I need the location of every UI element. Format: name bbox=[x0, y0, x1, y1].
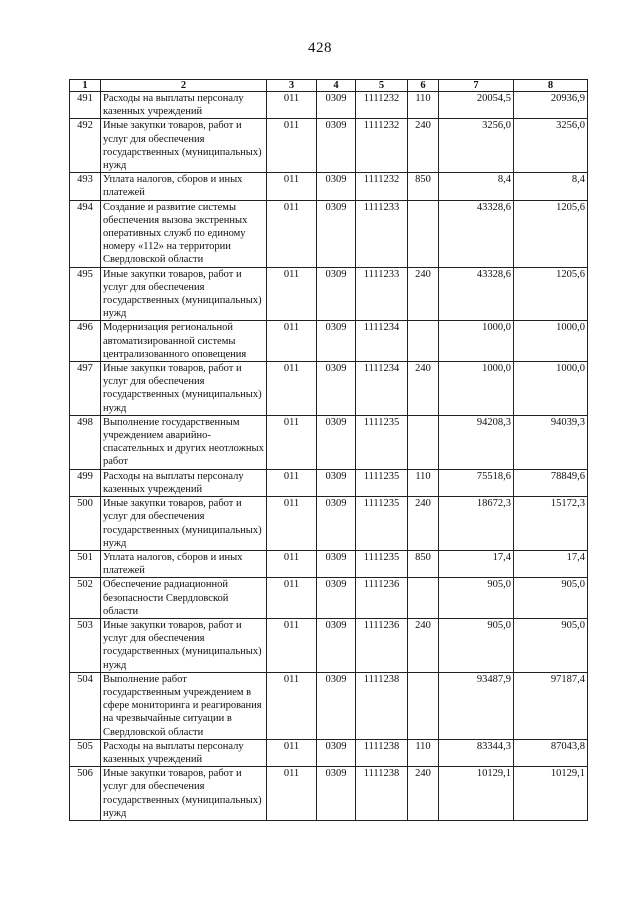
section-code: 0309 bbox=[317, 119, 356, 173]
section-code: 0309 bbox=[317, 550, 356, 577]
table-row bbox=[70, 672, 588, 739]
ministry-code: 011 bbox=[267, 267, 317, 321]
section-code: 0309 bbox=[317, 92, 356, 119]
expense-type-code: 850 bbox=[408, 550, 439, 577]
amount-col-7: 94208,3 bbox=[439, 415, 514, 469]
expense-name: Иные закупки товаров, работ и услуг для обеспечения государственных (муниципальных) нужд bbox=[101, 497, 267, 551]
amount-col-8: 94039,3 bbox=[514, 415, 588, 469]
expense-type-code: 240 bbox=[408, 119, 439, 173]
target-article-code: 1111235 bbox=[356, 415, 408, 469]
section-code: 0309 bbox=[317, 672, 356, 739]
target-article-code: 1111235 bbox=[356, 497, 408, 551]
ministry-code: 011 bbox=[267, 578, 317, 619]
table-row bbox=[70, 469, 588, 496]
header-col-1: 1 bbox=[70, 80, 101, 92]
target-article-code: 1111234 bbox=[356, 362, 408, 416]
row-number: 500 bbox=[70, 497, 101, 551]
amount-col-7: 93487,9 bbox=[439, 672, 514, 739]
expense-name: Расходы на выплаты персоналу казенных учреждений bbox=[101, 739, 267, 766]
expense-name: Выполнение государственным учреждением аварийно-спасательных и других неотложных работ bbox=[101, 415, 267, 469]
amount-col-8: 10129,1 bbox=[514, 767, 588, 821]
amount-col-8: 905,0 bbox=[514, 618, 588, 672]
amount-col-7: 20054,5 bbox=[439, 92, 514, 119]
expense-type-code: 110 bbox=[408, 739, 439, 766]
row-number: 504 bbox=[70, 672, 101, 739]
table-body bbox=[70, 92, 588, 821]
expense-type-code bbox=[408, 672, 439, 739]
amount-col-8: 20936,9 bbox=[514, 92, 588, 119]
amount-col-8: 3256,0 bbox=[514, 119, 588, 173]
expense-name: Обеспечение радиационной безопасности Свердловской области bbox=[101, 578, 267, 619]
ministry-code: 011 bbox=[267, 173, 317, 200]
expense-name: Иные закупки товаров, работ и услуг для обеспечения государственных (муниципальных) нужд bbox=[101, 362, 267, 416]
target-article-code: 1111236 bbox=[356, 618, 408, 672]
amount-col-7: 43328,6 bbox=[439, 267, 514, 321]
ministry-code: 011 bbox=[267, 497, 317, 551]
header-col-4: 4 bbox=[317, 80, 356, 92]
target-article-code: 1111238 bbox=[356, 672, 408, 739]
row-number: 505 bbox=[70, 739, 101, 766]
row-number: 498 bbox=[70, 415, 101, 469]
target-article-code: 1111232 bbox=[356, 119, 408, 173]
header-col-2: 2 bbox=[101, 80, 267, 92]
expense-type-code: 240 bbox=[408, 618, 439, 672]
amount-col-8: 905,0 bbox=[514, 578, 588, 619]
expense-name: Модернизация региональной автоматизированной системы централизованного оповещения bbox=[101, 321, 267, 362]
expense-type-code bbox=[408, 415, 439, 469]
section-code: 0309 bbox=[317, 497, 356, 551]
expense-type-code: 110 bbox=[408, 469, 439, 496]
amount-col-7: 10129,1 bbox=[439, 767, 514, 821]
ministry-code: 011 bbox=[267, 92, 317, 119]
table-row bbox=[70, 267, 588, 321]
expense-type-code: 240 bbox=[408, 767, 439, 821]
expense-name: Уплата налогов, сборов и иных платежей bbox=[101, 173, 267, 200]
amount-col-7: 905,0 bbox=[439, 618, 514, 672]
expense-type-code: 240 bbox=[408, 267, 439, 321]
table-row bbox=[70, 550, 588, 577]
amount-col-8: 1205,6 bbox=[514, 267, 588, 321]
row-number: 497 bbox=[70, 362, 101, 416]
header-col-7: 7 bbox=[439, 80, 514, 92]
amount-col-8: 97187,4 bbox=[514, 672, 588, 739]
ministry-code: 011 bbox=[267, 739, 317, 766]
expense-name: Выполнение работ государственным учреждением в сфере мониторинга и реагирования на чрезвычайные ситуации в Свердловской области bbox=[101, 672, 267, 739]
expense-name: Иные закупки товаров, работ и услуг для обеспечения государственных (муниципальных) нужд bbox=[101, 119, 267, 173]
row-number: 502 bbox=[70, 578, 101, 619]
expense-name: Уплата налогов, сборов и иных платежей bbox=[101, 550, 267, 577]
section-code: 0309 bbox=[317, 739, 356, 766]
section-code: 0309 bbox=[317, 267, 356, 321]
amount-col-7: 75518,6 bbox=[439, 469, 514, 496]
expense-type-code bbox=[408, 200, 439, 267]
expense-name: Создание и развитие системы обеспечения вызова экстренных оперативных служб по единому номеру «112» на территории Свердловской области bbox=[101, 200, 267, 267]
expense-name: Иные закупки товаров, работ и услуг для обеспечения государственных (муниципальных) нужд bbox=[101, 767, 267, 821]
expense-type-code: 110 bbox=[408, 92, 439, 119]
ministry-code: 011 bbox=[267, 200, 317, 267]
header-col-8: 8 bbox=[514, 80, 588, 92]
expense-name: Расходы на выплаты персоналу казенных учреждений bbox=[101, 92, 267, 119]
target-article-code: 1111235 bbox=[356, 469, 408, 496]
target-article-code: 1111235 bbox=[356, 550, 408, 577]
expense-type-code: 240 bbox=[408, 497, 439, 551]
ministry-code: 011 bbox=[267, 550, 317, 577]
target-article-code: 1111236 bbox=[356, 578, 408, 619]
row-number: 492 bbox=[70, 119, 101, 173]
expense-type-code bbox=[408, 578, 439, 619]
amount-col-8: 1205,6 bbox=[514, 200, 588, 267]
budget-table bbox=[69, 79, 588, 821]
row-number: 495 bbox=[70, 267, 101, 321]
ministry-code: 011 bbox=[267, 415, 317, 469]
target-article-code: 1111233 bbox=[356, 267, 408, 321]
header-col-5: 5 bbox=[356, 80, 408, 92]
ministry-code: 011 bbox=[267, 321, 317, 362]
row-number: 496 bbox=[70, 321, 101, 362]
section-code: 0309 bbox=[317, 200, 356, 267]
row-number: 493 bbox=[70, 173, 101, 200]
table-row bbox=[70, 739, 588, 766]
target-article-code: 1111232 bbox=[356, 92, 408, 119]
header-col-3: 3 bbox=[267, 80, 317, 92]
row-number: 506 bbox=[70, 767, 101, 821]
expense-type-code: 240 bbox=[408, 362, 439, 416]
table-row bbox=[70, 362, 588, 416]
amount-col-7: 905,0 bbox=[439, 578, 514, 619]
amount-col-7: 3256,0 bbox=[439, 119, 514, 173]
amount-col-7: 18672,3 bbox=[439, 497, 514, 551]
amount-col-7: 83344,3 bbox=[439, 739, 514, 766]
table-row bbox=[70, 321, 588, 362]
expense-type-code: 850 bbox=[408, 173, 439, 200]
ministry-code: 011 bbox=[267, 618, 317, 672]
table-row bbox=[70, 415, 588, 469]
target-article-code: 1111238 bbox=[356, 767, 408, 821]
amount-col-8: 17,4 bbox=[514, 550, 588, 577]
amount-col-8: 8,4 bbox=[514, 173, 588, 200]
ministry-code: 011 bbox=[267, 672, 317, 739]
amount-col-8: 1000,0 bbox=[514, 321, 588, 362]
amount-col-7: 17,4 bbox=[439, 550, 514, 577]
row-number: 503 bbox=[70, 618, 101, 672]
table-row bbox=[70, 173, 588, 200]
table-row bbox=[70, 578, 588, 619]
section-code: 0309 bbox=[317, 469, 356, 496]
ministry-code: 011 bbox=[267, 119, 317, 173]
row-number: 491 bbox=[70, 92, 101, 119]
table-row bbox=[70, 92, 588, 119]
page-number: 428 bbox=[308, 40, 332, 56]
table-row bbox=[70, 119, 588, 173]
expense-name: Иные закупки товаров, работ и услуг для обеспечения государственных (муниципальных) нужд bbox=[101, 618, 267, 672]
amount-col-8: 87043,8 bbox=[514, 739, 588, 766]
header-col-6: 6 bbox=[408, 80, 439, 92]
section-code: 0309 bbox=[317, 415, 356, 469]
table-row bbox=[70, 200, 588, 267]
ministry-code: 011 bbox=[267, 767, 317, 821]
row-number: 494 bbox=[70, 200, 101, 267]
table-row bbox=[70, 767, 588, 821]
amount-col-8: 78849,6 bbox=[514, 469, 588, 496]
section-code: 0309 bbox=[317, 767, 356, 821]
table-row bbox=[70, 497, 588, 551]
expense-name: Расходы на выплаты персоналу казенных учреждений bbox=[101, 469, 267, 496]
amount-col-7: 1000,0 bbox=[439, 362, 514, 416]
section-code: 0309 bbox=[317, 362, 356, 416]
section-code: 0309 bbox=[317, 618, 356, 672]
ministry-code: 011 bbox=[267, 469, 317, 496]
target-article-code: 1111234 bbox=[356, 321, 408, 362]
table-header-row bbox=[70, 80, 588, 92]
expense-type-code bbox=[408, 321, 439, 362]
expense-name: Иные закупки товаров, работ и услуг для обеспечения государственных (муниципальных) нужд bbox=[101, 267, 267, 321]
table-row bbox=[70, 618, 588, 672]
amount-col-7: 1000,0 bbox=[439, 321, 514, 362]
ministry-code: 011 bbox=[267, 362, 317, 416]
section-code: 0309 bbox=[317, 321, 356, 362]
section-code: 0309 bbox=[317, 173, 356, 200]
row-number: 501 bbox=[70, 550, 101, 577]
target-article-code: 1111233 bbox=[356, 200, 408, 267]
amount-col-8: 1000,0 bbox=[514, 362, 588, 416]
amount-col-7: 8,4 bbox=[439, 173, 514, 200]
target-article-code: 1111238 bbox=[356, 739, 408, 766]
amount-col-7: 43328,6 bbox=[439, 200, 514, 267]
amount-col-8: 15172,3 bbox=[514, 497, 588, 551]
section-code: 0309 bbox=[317, 578, 356, 619]
target-article-code: 1111232 bbox=[356, 173, 408, 200]
row-number: 499 bbox=[70, 469, 101, 496]
